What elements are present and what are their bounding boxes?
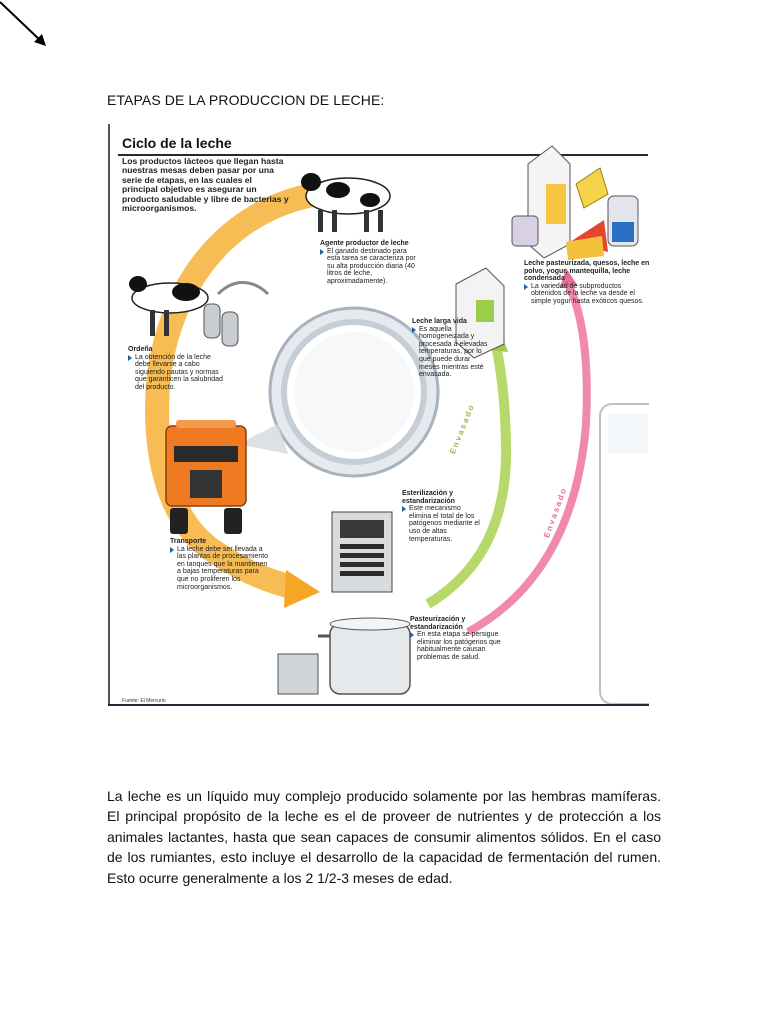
stage-esterilizacion-text: Este mecanismo elimina el total de los patógenos mediante el uso de altas temperaturas. xyxy=(402,505,480,543)
orange-arrowhead xyxy=(284,570,320,608)
infographic-title: Ciclo de la leche xyxy=(122,135,232,151)
envasado-label-green: Envasado xyxy=(448,402,477,456)
stage-agente-title: Agente productor de leche xyxy=(320,240,409,247)
stage-pasteurizacion-title: Pasteurización y estandarización xyxy=(410,616,466,631)
stage-productos-title: Leche pasteurizada, quesos, leche en polvo, yogur, mantequilla, leche condensada xyxy=(524,260,650,283)
stage-larga-vida-text: Es aquella homogeneizada y procesada a elevadas temperaturas, por lo que puede durar meses mientras esté envasada. xyxy=(412,326,488,379)
infographic-intro: Los productos lácteos que llegan hasta nuestras mesas deben pasar por una serie de etapas, en las cuales el principal objetivo es asegurar un producto saludable y libre de bacterias y microorganismos. xyxy=(122,156,289,214)
stage-ordena xyxy=(128,346,224,392)
milk-cycle-infographic xyxy=(108,124,649,706)
body-paragraph: La leche es un líquido muy complejo producido solamente por las hembras mamíferas. El principal propósito de la leche es el de proveer de nutrientes y de protección a los animales lactantes, hasta que sean capaces de consumir alimentos sólidos. En el caso de los rumiantes, esto incluye el desarrollo de la capacidad de fermentación del rumen. Esto ocurre generalmente a los 2 1/2-3 meses de edad. xyxy=(107,788,661,886)
stage-esterilizacion xyxy=(402,490,480,543)
pasteurization-tank-illustration xyxy=(278,618,410,694)
cow-top-illustration xyxy=(301,173,390,232)
stage-transporte-title: Transporte xyxy=(170,538,207,545)
green-flow-arrow xyxy=(428,346,506,604)
stage-ordena-title: Ordeña xyxy=(128,346,153,353)
stage-larga-vida xyxy=(412,318,488,379)
stage-transporte-text: La leche debe ser llevada a las plantas de procesamiento en tanques que la mantienen a bajas temperaturas para que no proliferen los microorganismos. xyxy=(170,546,270,592)
stage-pasteurizacion xyxy=(410,616,506,662)
stage-transporte xyxy=(170,538,270,591)
stage-productos-text: La variedad de subproductos obtenidos de la leche va desde el simple yogur hasta exóticos quesos. xyxy=(524,283,650,306)
dairy-products-illustration xyxy=(512,146,638,260)
sterilization-machine-illustration xyxy=(332,512,392,592)
truck-illustration xyxy=(166,420,246,534)
stage-ordena-text: La obtención de la leche debe llevarse a cabo siguiendo pautas y normas que garanticen la salubridad del producto. xyxy=(128,354,224,392)
infographic-source: Fuente: El Mercurio xyxy=(122,698,166,704)
stage-agente xyxy=(320,240,420,286)
page-heading: ETAPAS DE LA PRODUCCION DE LECHE: xyxy=(107,92,385,108)
corner-arrow-icon xyxy=(0,0,50,50)
stage-productos xyxy=(524,260,650,306)
stage-esterilizacion-title: Esterilización y estandarización xyxy=(402,490,455,505)
infographic-bottom-rule xyxy=(108,704,649,706)
stage-agente-text: El ganado destinado para esta tarea se caracteriza por su alta producción diaria (40 litros de leche, aproximadamente). xyxy=(320,248,420,286)
envasado-label-pink: Envasado xyxy=(542,485,569,540)
stage-larga-vida-title: Leche larga vida xyxy=(412,318,467,325)
milk-glass-illustration xyxy=(600,404,649,704)
stage-pasteurizacion-text: En esta etapa se persigue eliminar los patógenos que habitualmente causan problemas de salud. xyxy=(410,631,506,661)
